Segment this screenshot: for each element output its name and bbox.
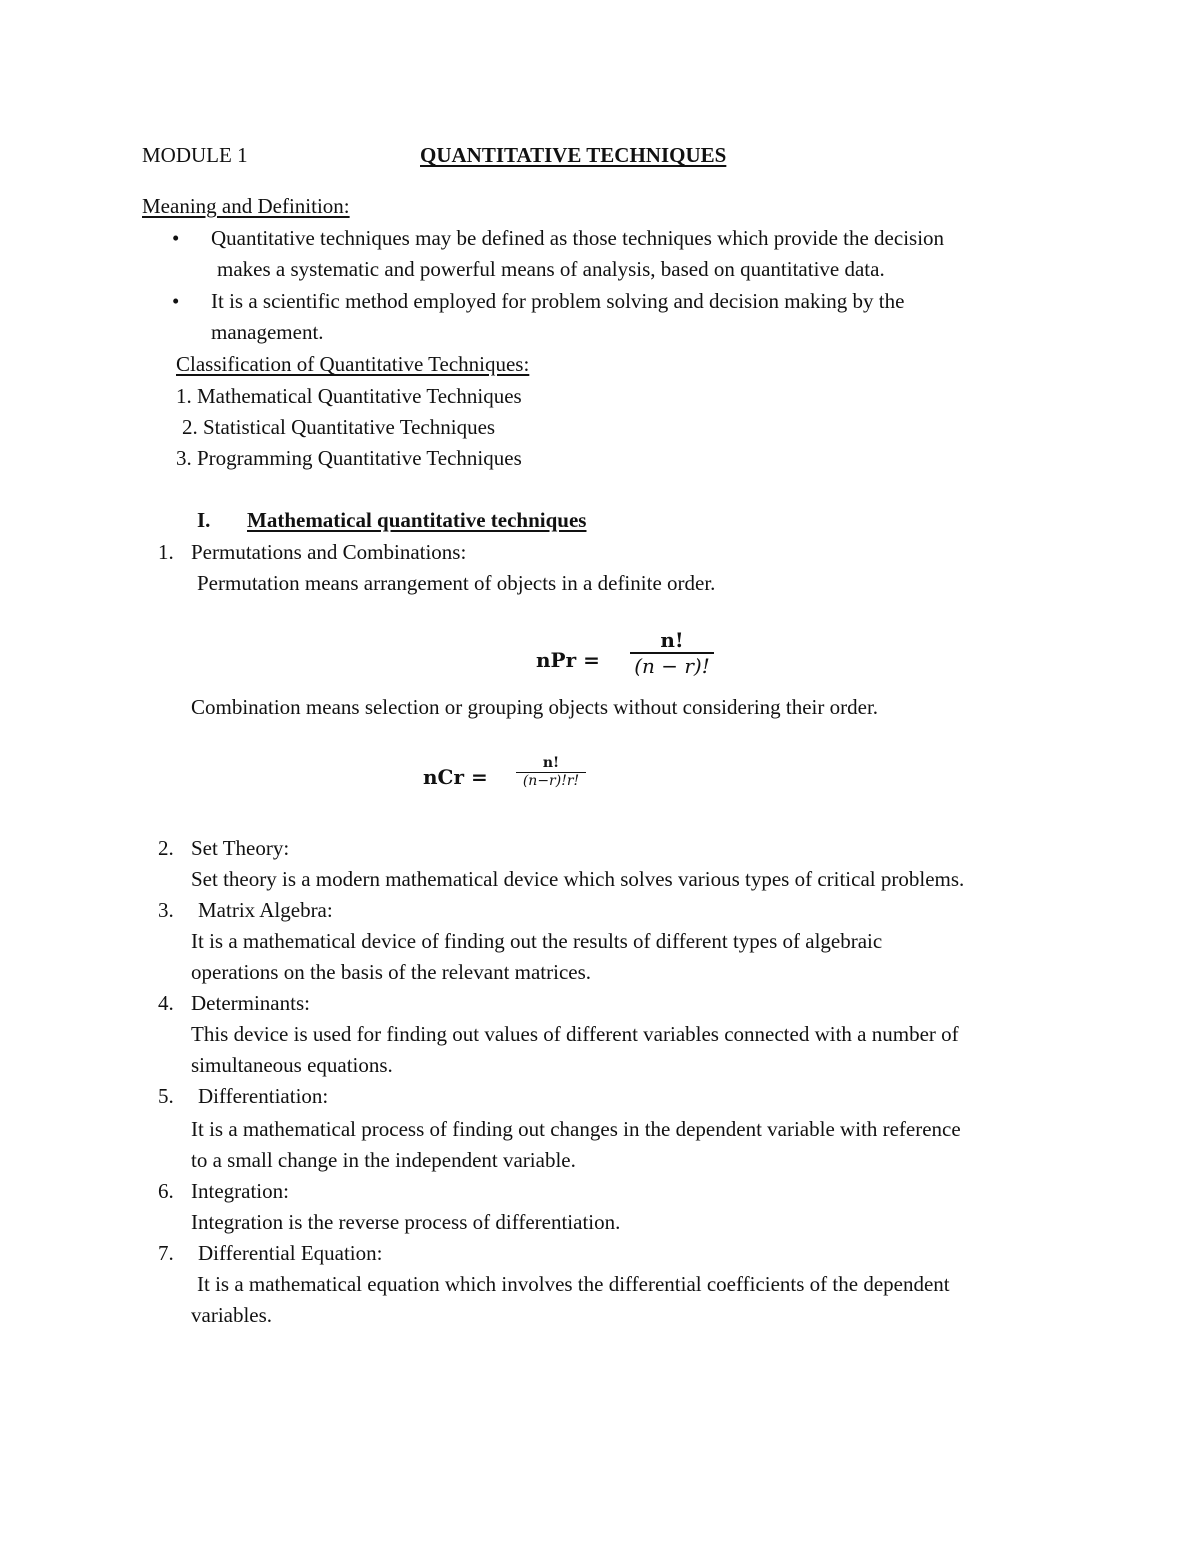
page-title: QUANTITATIVE TECHNIQUES	[420, 143, 727, 167]
topic-3-text-line-2: operations on the basis of the relevant matrices.	[191, 960, 592, 984]
bullet-icon: •	[172, 289, 180, 313]
classification-heading: Classification of Quantitative Techniques:	[176, 352, 530, 376]
topic-5-number: 5.	[158, 1084, 174, 1108]
topic-4-text-line-1: This device is used for finding out values of different variables connected with a number of	[191, 1022, 959, 1046]
topic-1-title: Permutations and Combinations:	[191, 540, 467, 564]
ncr-numerator: n!	[542, 755, 560, 771]
topic-3-text-line-1: It is a mathematical device of finding out the results of different types of algebraic	[191, 929, 883, 953]
topic-7-text-line-2: variables.	[191, 1303, 273, 1327]
classification-item-3: 3. Programming Quantitative Techniques	[176, 446, 522, 470]
bullet-1-line-2: makes a systematic and powerful means of analysis, based on quantitative data.	[217, 257, 885, 281]
bullet-2-line-2: management.	[211, 320, 324, 344]
topic-3-number: 3.	[158, 898, 174, 922]
meaning-heading: Meaning and Definition:	[142, 194, 350, 218]
ncr-fraction	[516, 755, 586, 790]
topic-4-title: Determinants:	[191, 991, 310, 1015]
classification-item-1: 1. Mathematical Quantitative Techniques	[176, 384, 522, 408]
bullet-2-line-1: It is a scientific method employed for problem solving and decision making by the	[211, 289, 905, 313]
topic-2-text: Set theory is a modern mathematical device which solves various types of critical problems.	[191, 867, 965, 891]
topic-7-number: 7.	[158, 1241, 174, 1265]
topic-2-number: 2.	[158, 836, 174, 860]
topic-5-title: Differentiation:	[198, 1084, 329, 1108]
topic-6-number: 6.	[158, 1179, 174, 1203]
classification-item-2: 2. Statistical Quantitative Techniques	[182, 415, 496, 439]
topic-5-text-line-2: to a small change in the independent variable.	[191, 1148, 576, 1172]
npr-fraction	[630, 628, 714, 678]
bullet-1-line-1: Quantitative techniques may be defined as those techniques which provide the decision	[211, 226, 945, 250]
topic-4-number: 4.	[158, 991, 174, 1015]
topic-7-text-line-1: It is a mathematical equation which involves the differential coefficients of the dependent	[197, 1272, 950, 1296]
topic-3-title: Matrix Algebra:	[198, 898, 333, 922]
topic-6-text: Integration is the reverse process of differentiation.	[191, 1210, 621, 1234]
ncr-lhs: nCr =	[423, 765, 488, 789]
topic-1-text: Permutation means arrangement of objects in a definite order.	[197, 571, 716, 595]
bullet-icon: •	[172, 226, 180, 250]
npr-lhs: nPr =	[536, 648, 600, 672]
ncr-denominator: (n−r)!r!	[522, 772, 580, 789]
topic-7-title: Differential Equation:	[198, 1241, 383, 1265]
section-numeral: I.	[197, 508, 211, 532]
module-label: MODULE 1	[142, 143, 248, 167]
topic-6-title: Integration:	[191, 1179, 289, 1203]
section-title: Mathematical quantitative techniques	[247, 508, 587, 532]
topic-4-text-line-2: simultaneous equations.	[191, 1053, 393, 1077]
topic-2-title: Set Theory:	[191, 836, 290, 860]
npr-numerator: n!	[660, 628, 684, 652]
combination-text: Combination means selection or grouping objects without considering their order.	[191, 695, 879, 719]
npr-denominator: (n − r)!	[634, 654, 710, 678]
topic-5-text-line-1: It is a mathematical process of finding out changes in the dependent variable with reference	[191, 1117, 961, 1141]
topic-1-number: 1.	[158, 540, 174, 564]
